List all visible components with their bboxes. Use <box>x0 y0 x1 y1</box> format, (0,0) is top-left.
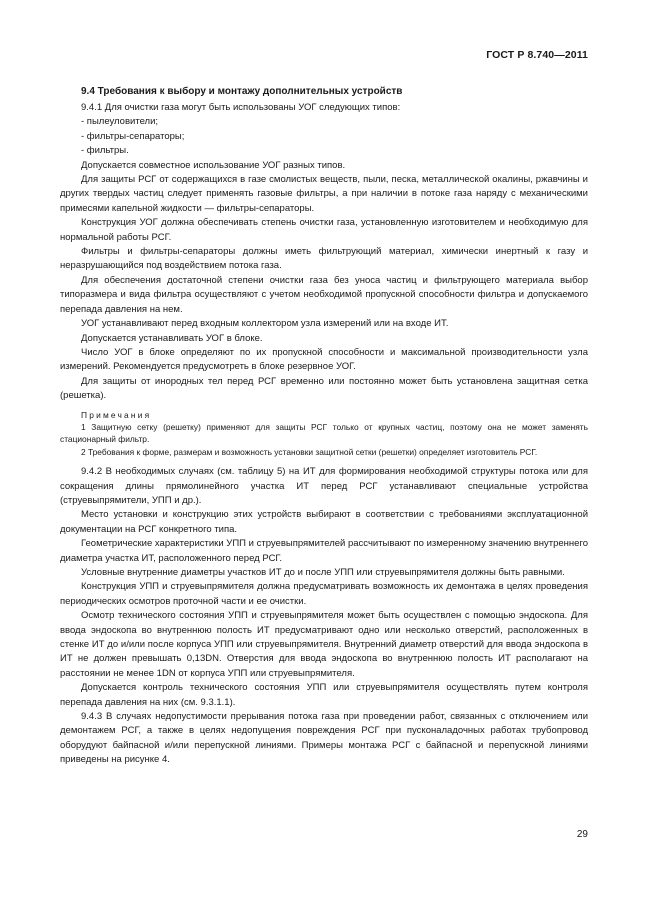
notes-title: Примечания <box>81 409 152 420</box>
paragraph: Осмотр технического состояния УПП и струевыпрямителя может быть осуществлен с помощью эндоскопа. Для ввода эндоскопа во внутреннюю полость ИТ предусматривают одно или несколько отверстий, расположенных в стенке ИТ до и/или после корпуса УПП или струевыпрямителя. Внутренний диаметр отверстий для ввода эндоскопа в ИТ не должен превышать 0,13DN. Отверстия для ввода эндоскопа во внутреннюю полость ИТ располагают на расстоянии не менее 1DN от корпуса УПП или струевыпрямителя. <box>60 610 588 679</box>
document-body <box>60 101 588 768</box>
paragraph: Место установки и конструкцию этих устройств выбирают в соответствии с требованиями эксплуатационной документации на РСГ конкретного типа. <box>60 509 588 535</box>
standard-code-header: ГОСТ Р 8.740—2011 <box>486 49 588 61</box>
paragraph: УОГ устанавливают перед входным коллектором узла измерений или на входе ИТ. <box>81 318 449 330</box>
paragraph: Для обеспечения достаточной степени очистки газа без уноса частиц и фильтрующего материала выбор типоразмера и вида фильтра осуществляют с учетом необходимой пропускной способности фильтра и допускаемого перепада давления на нем. <box>60 274 588 315</box>
paragraph: Фильтры и фильтры-сепараторы должны иметь фильтрующий материал, химически инертный к газу и неразрушающийся под воздействием потока газа. <box>60 246 588 272</box>
list-item: - фильтры. <box>81 145 129 157</box>
page-number: 29 <box>576 829 588 840</box>
paragraph: 9.4.1 Для очистки газа могут быть использованы УОГ следующих типов: <box>81 102 401 113</box>
paragraph: Для защиты РСГ от содержащихся в газе смолистых веществ, пыли, песка, металлической окалины, ржавчины и других твердых частиц следует применять газовые фильтры, а при наличии в потоке газа наряду с механическими примесями капельной жидкости — фильтры-сепараторы. <box>60 174 588 214</box>
note-item: 2 Требования к форме, размерам и возможность установки защитной сетки (решетки) определяет изготовитель РСГ. <box>81 446 538 457</box>
section-title: 9.4 Требования к выбору и монтажу дополнительных устройств <box>81 86 403 97</box>
paragraph: Для защиты от инородных тел перед РСГ временно или постоянно может быть установлена защитная сетка (решетка). <box>60 375 588 402</box>
paragraph: Допускается совместное использование УОГ разных типов. <box>81 159 346 171</box>
paragraph: Конструкция УОГ должна обеспечивать степень очистки газа, установленную изготовителем и необходимую для нормальной работы РСГ. <box>60 217 588 243</box>
paragraph: Допускается устанавливать УОГ в блоке. <box>81 332 263 344</box>
paragraph: Конструкция УПП и струевыпрямителя должна предусматривать возможность их демонтажа в целях проведения периодических осмотров проточной части и ее очистки. <box>60 581 588 607</box>
notes-block <box>60 409 588 459</box>
paragraph: Допускается контроль технического состояния УПП или струевыпрямителя осуществлять путем контроля перепада давления на них (см. 9.3.1.1). <box>60 682 588 708</box>
list-item: - фильтры-сепараторы; <box>81 130 185 142</box>
paragraph: 9.4.2 В необходимых случаях (см. таблицу 5) на ИТ для формирования необходимой структуры потока или для сокращения длины прямолинейного участка ИТ перед РСГ устанавливают специальные устройства (струевыпрямители, УПП и др.). <box>60 466 588 506</box>
list-item: - пылеуловители; <box>81 116 159 128</box>
paragraph: Условные внутренние диаметры участков ИТ до и после УПП или струевыпрямителя должны быть равными. <box>81 567 565 578</box>
section-continuation <box>60 465 588 768</box>
note-item: 1 Защитную сетку (решетку) применяют для защиты РСГ только от крупных частиц, поэтому она не может заменять стационарный фильтр. <box>60 421 588 445</box>
paragraph: 9.4.3 В случаях недопустимости прерывания потока газа при проведении работ, связанных с отключением или демонтажем РСГ, а также в целях недопущения повреждения РСГ при пусконаладочных работах трубопровод оборудуют байпасной и/или перепускной линиями. Примеры монтажа РСГ с байпасной и перепускной линиями приведены на рисунке 4. <box>60 711 588 766</box>
paragraph: Геометрические характеристики УПП и струевыпрямителей рассчитывают по измеренному значению внутреннего диаметра участка ИТ, расположенного перед РСГ. <box>60 538 588 564</box>
paragraph: Число УОГ в блоке определяют по их пропускной способности и максимальной производительности узла измерений. Рекомендуется предусмотреть в блоке резервное УОГ. <box>60 346 588 373</box>
